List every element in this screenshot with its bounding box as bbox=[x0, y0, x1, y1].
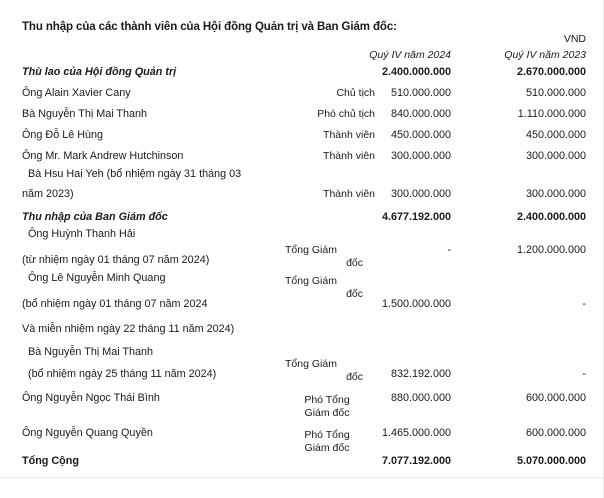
currency-unit-label: VND bbox=[563, 33, 586, 45]
row-role: Thành viên bbox=[323, 150, 375, 162]
row-value-prior-period: - bbox=[582, 368, 586, 380]
row-value-current-period: 4.677.192.000 bbox=[381, 211, 451, 223]
row-role-line-2: đốc bbox=[346, 370, 363, 383]
row-role-line-1: Tổng Giám bbox=[285, 358, 337, 370]
table-row bbox=[0, 368, 604, 386]
table-row bbox=[0, 211, 604, 229]
row-value-prior-period: 300.000.000 bbox=[525, 150, 586, 162]
row-value-current-period: 300.000.000 bbox=[390, 150, 451, 162]
row-label: Ông Alain Xavier Cany bbox=[22, 87, 131, 99]
row-role-line-1: Phó Tổng bbox=[304, 429, 350, 441]
row-value-prior-period: 510.000.000 bbox=[525, 87, 586, 99]
row-value-current-period: 510.000.000 bbox=[390, 87, 451, 99]
row-label: Ông Lê Nguyễn Minh Quang bbox=[28, 272, 166, 284]
row-label: Bà Nguyễn Thị Mai Thanh bbox=[28, 346, 154, 358]
row-role bbox=[279, 429, 375, 454]
row-role bbox=[279, 275, 375, 300]
row-role-line-1: Phó Tổng bbox=[304, 394, 350, 406]
row-value-prior-period: 600.000.000 bbox=[525, 427, 586, 439]
row-value-current-period: 450.000.000 bbox=[390, 129, 451, 141]
table-row bbox=[0, 87, 604, 105]
row-value-current-period: 300.000.000 bbox=[390, 188, 451, 200]
page-bottom-rule bbox=[0, 477, 604, 478]
row-label: Thù lao của Hội đồng Quản trị bbox=[22, 66, 177, 78]
table-row bbox=[0, 150, 604, 168]
row-role bbox=[279, 244, 375, 269]
row-role bbox=[279, 394, 375, 419]
row-role: Phó chủ tịch bbox=[317, 108, 375, 120]
row-value-current-period: 1.500.000.000 bbox=[381, 298, 451, 310]
row-value-current-period: 840.000.000 bbox=[390, 108, 451, 120]
row-value-prior-period: 5.070.000.000 bbox=[516, 455, 586, 467]
page-title: Thu nhập của các thành viên của Hội đồng Quản trị và Ban Giám đốc: bbox=[22, 21, 397, 33]
row-role: Thành viên bbox=[323, 129, 375, 141]
row-value-prior-period: 2.670.000.000 bbox=[516, 66, 586, 78]
row-value-current-period: 7.077.192.000 bbox=[381, 455, 451, 467]
row-label: Ông Mr. Mark Andrew Hutchinson bbox=[22, 150, 184, 162]
table-row bbox=[0, 129, 604, 147]
row-value-prior-period: 1.200.000.000 bbox=[516, 244, 586, 256]
row-role-line-2: Giám đốc bbox=[304, 441, 350, 454]
row-role-line-2: Giám đốc bbox=[304, 406, 350, 419]
table-row bbox=[0, 66, 604, 84]
row-value-prior-period: 450.000.000 bbox=[525, 129, 586, 141]
row-role-line-2: đốc bbox=[346, 287, 363, 300]
row-label: Ông Huỳnh Thanh Hải bbox=[28, 228, 136, 240]
row-value-current-period: 2.400.000.000 bbox=[381, 66, 451, 78]
table-row bbox=[0, 188, 604, 206]
row-role-line-2: đốc bbox=[346, 256, 363, 269]
column-header-period-prior: Quý IV năm 2023 bbox=[504, 49, 586, 61]
row-label: Tổng Cộng bbox=[22, 455, 79, 467]
row-label: Bà Nguyễn Thị Mai Thanh bbox=[22, 108, 148, 120]
table-row bbox=[0, 392, 604, 419]
row-label: Bà Hsu Hai Yeh (bổ nhiệm ngày 31 tháng 03 bbox=[28, 168, 242, 180]
row-value-current-period: - bbox=[447, 244, 451, 256]
table-row bbox=[0, 108, 604, 126]
row-value-prior-period: 300.000.000 bbox=[525, 188, 586, 200]
row-label: (từ nhiệm ngày 01 tháng 07 năm 2024) bbox=[22, 254, 210, 266]
table-row bbox=[0, 272, 604, 300]
row-label: Ông Đỗ Lê Hùng bbox=[22, 129, 104, 141]
row-value-current-period: 832.192.000 bbox=[390, 368, 451, 380]
row-label: (bổ nhiệm ngày 25 tháng 11 năm 2024) bbox=[28, 368, 217, 380]
row-label: năm 2023) bbox=[22, 188, 74, 200]
row-label: Và miễn nhiệm ngày 22 tháng 11 năm 2024) bbox=[22, 323, 235, 335]
row-role: Thành viên bbox=[323, 188, 375, 200]
table-row bbox=[0, 244, 604, 272]
table-row bbox=[0, 323, 604, 341]
table-row bbox=[0, 298, 604, 316]
column-header-period-current: Quý IV năm 2024 bbox=[369, 49, 451, 61]
row-label: Thu nhập của Ban Giám đốc bbox=[22, 211, 168, 223]
row-value-current-period: 880.000.000 bbox=[390, 392, 451, 404]
row-label: Ông Nguyễn Quang Quyền bbox=[22, 427, 153, 439]
table-row bbox=[0, 168, 604, 186]
table-row bbox=[0, 427, 604, 454]
row-role-line-1: Tổng Giám bbox=[285, 275, 337, 287]
row-label: Ông Nguyễn Ngọc Thái Bình bbox=[22, 392, 160, 404]
row-value-prior-period: - bbox=[582, 298, 586, 310]
row-value-prior-period: 600.000.000 bbox=[525, 392, 586, 404]
row-value-prior-period: 1.110.000.000 bbox=[517, 108, 586, 120]
row-label: (bổ nhiệm ngày 01 tháng 07 năm 2024 bbox=[22, 298, 208, 310]
row-value-prior-period: 2.400.000.000 bbox=[516, 211, 586, 223]
row-role: Chủ tịch bbox=[336, 87, 375, 99]
row-role-line-1: Tổng Giám bbox=[285, 244, 337, 256]
row-value-current-period: 1.465.000.000 bbox=[381, 427, 451, 439]
table-row bbox=[0, 455, 604, 473]
